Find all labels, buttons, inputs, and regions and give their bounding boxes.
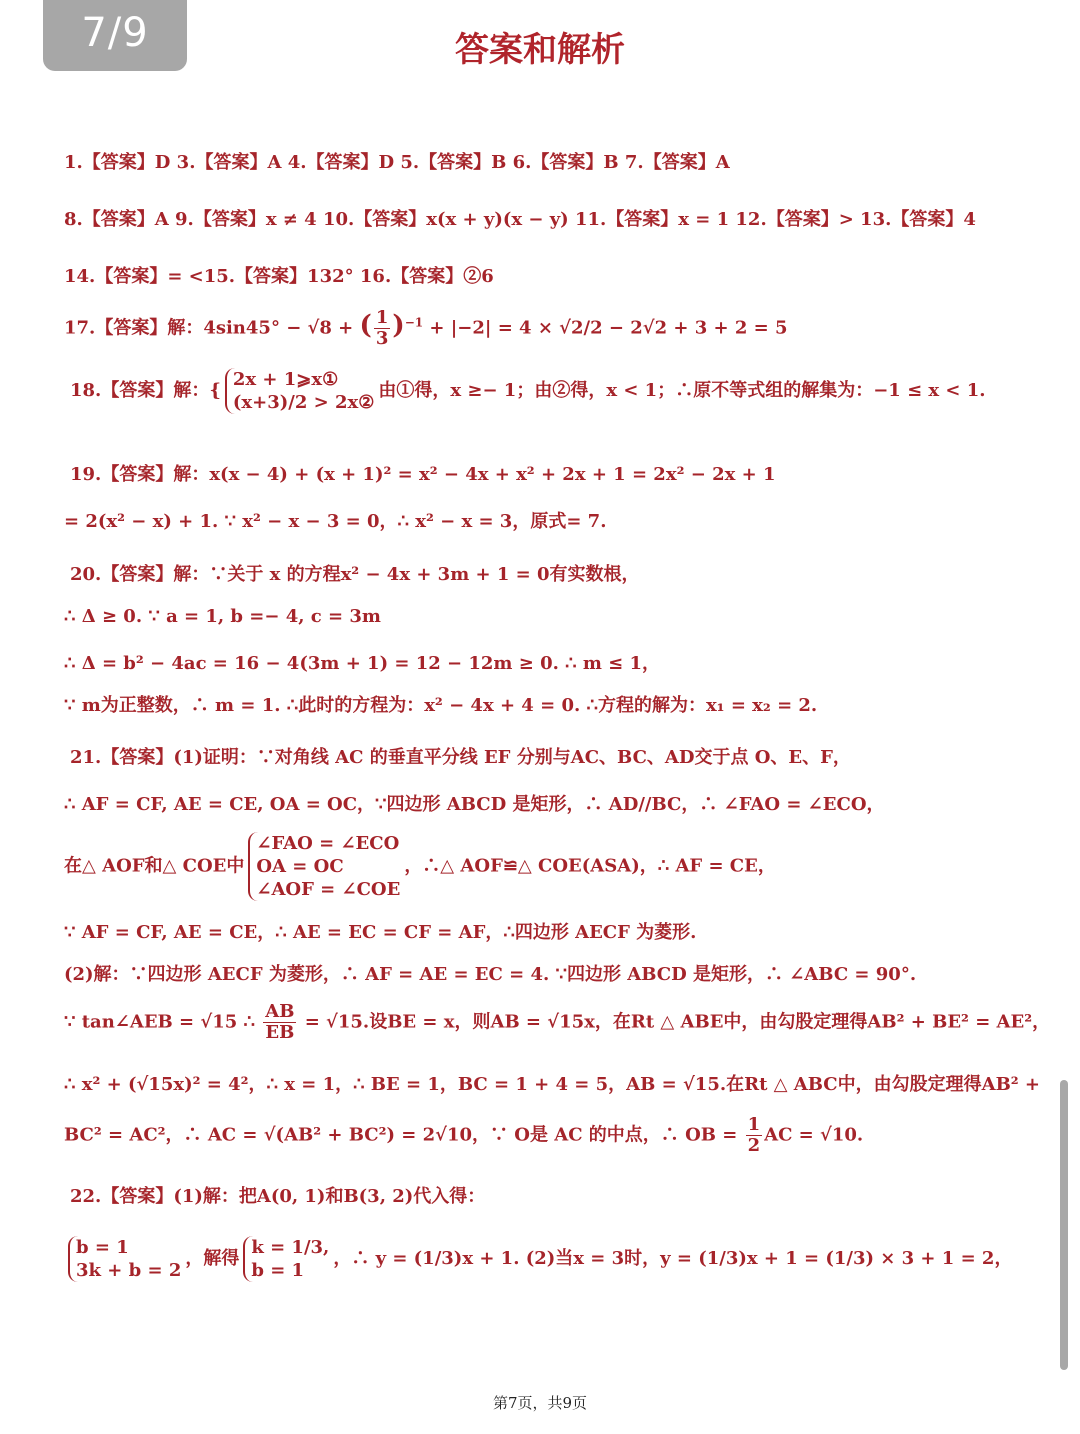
answer-17-fraction: $\frac{1}{3}$	[375, 307, 389, 349]
answer-21-triangle-prefix: 在△ AOF和△ COE中	[64, 855, 245, 877]
answer-18-system: 2x + 1⩾x① (x+3)/2 > 2x②	[225, 368, 374, 414]
answer-19-line-1: 19.【答案】解：x(x − 4) + (x + 1)² = x² − 4x + x² + 2x + 1 = 2x² − 2x + 1	[70, 464, 776, 485]
answer-18	[70, 368, 1040, 414]
document-title: 答案和解析	[455, 30, 625, 70]
page-footer: 第7页，共9页	[492, 1394, 588, 1412]
answer-21-line-2: ∴ AF = CF, AE = CE, OA = OC，∵四边形 ABCD 是矩形，∴ AD//BC，∴ ∠FAO = ∠ECO，	[64, 794, 885, 815]
answer-21-line-6	[64, 1001, 1051, 1043]
answer-21-tan-rest: = √15.设BE = x，则AB = √15x，在Rt △ ABE中，由勾股定理得AB² + BE² = AE²，	[298, 1011, 1051, 1033]
answer-21-half-fraction: $\frac{1}{2}$	[747, 1114, 761, 1156]
page-indicator-badge: 7/9	[43, 0, 187, 71]
answer-18-prefix: 18.【答案】解：{	[70, 380, 221, 401]
answer-17: 17.【答案】解：4sin45° − √8 + ( $\frac{1}{3}$ )$^{-1}$ + |−2| = 4 × √2/2 − 2√2 + 3 + 2 = 5	[64, 307, 788, 349]
answer-19-line-2: = 2(x² − x) + 1. ∵ x² − x − 3 = 0，∴ x² − x = 3，原式= 7.	[64, 511, 607, 532]
vertical-scrollbar[interactable]	[1060, 1080, 1068, 1370]
answer-20-line-3: ∴ Δ = b² − 4ac = 16 − 4(3m + 1) = 12 − 12m ≥ 0. ∴ m ≤ 1，	[64, 653, 661, 674]
answer-line-1-7: 1.【答案】D 3.【答案】A 4.【答案】D 5.【答案】B 6.【答案】B 7.【答案】A	[64, 152, 730, 173]
answer-21-ac-rest: AC = √10.	[764, 1124, 864, 1146]
answer-21-congruence-rest: ，∴△ AOF≌△ COE(ASA)，∴ AF = CE，	[404, 855, 776, 877]
answer-21-line-4: ∵ AF = CF, AE = CE，∴ AE = EC = CF = AF，∴四边形 AECF 为菱形.	[64, 922, 697, 943]
answer-22-line-1: 22.【答案】(1)解：把A(0, 1)和B(3, 2)代入得：	[70, 1186, 486, 1207]
answer-21-line-3	[64, 832, 1040, 901]
answer-20-line-1: 20.【答案】解：∵关于 x 的方程x² − 4x + 3m + 1 = 0有实数根，	[70, 564, 640, 585]
answer-21-tan-prefix: ∵ tan∠AEB = √15 ∴	[64, 1011, 262, 1033]
answer-21-line-8	[64, 1115, 1040, 1156]
answer-21-line-1: 21.【答案】(1)证明：∵对角线 AC 的垂直平分线 EF 分别与AC、BC、AD交于点 O、E、F，	[70, 747, 851, 768]
answer-21-line-7: ∴ x² + (√15x)² = 4²，∴ x = 1，∴ BE = 1，BC = 1 + 4 = 5，AB = √15.在Rt △ ABC中，由勾股定理得AB² +	[64, 1074, 1041, 1095]
answer-22-solve-label: ，解得	[185, 1248, 240, 1269]
answer-17-prefix: 17.【答案】解：4sin45° − √8 +	[64, 317, 360, 339]
answer-line-14-16: 14.【答案】= <15.【答案】132° 16.【答案】②6	[64, 266, 494, 287]
answer-21-ac-prefix: BC² = AC²，∴ AC = √(AB² + BC²) = 2√10，∵ O是 AC 的中点，∴ OB =	[64, 1124, 744, 1146]
answer-20-line-4: ∵ m为正整数，∴ m = 1. ∴此时的方程为：x² − 4x + 4 = 0. ∴方程的解为：x₁ = x₂ = 2.	[64, 695, 818, 716]
answer-21-ab-eb-fraction: $\frac{AB}{EB}$	[265, 1001, 295, 1043]
answer-21-line-5: (2)解：∵四边形 AECF 为菱形，∴ AF = AE = EC = 4. ∵四边形 ABCD 是矩形，∴ ∠ABC = 90°.	[64, 964, 917, 985]
answer-22-line-2	[64, 1236, 1040, 1282]
answer-22-rest: ，∴ y = (1/3)x + 1. (2)当x = 3时，y = (1/3)x + 1 = (1/3) × 3 + 1 = 2，	[333, 1248, 1013, 1269]
answer-17-rest: + |−2| = 4 × √2/2 − 2√2 + 3 + 2 = 5	[423, 317, 788, 339]
answer-21-congruence-system: ∠FAO = ∠ECO OA = OC ∠AOF = ∠COE	[248, 832, 400, 901]
answer-22-equation-system: b = 1 3k + b = 2	[68, 1236, 181, 1282]
answer-20-line-2: ∴ Δ ≥ 0. ∵ a = 1, b =− 4, c = 3m	[64, 606, 381, 627]
answer-18-rest: 由①得，x ≥− 1；由②得，x < 1；∴原不等式组的解集为：−1 ≤ x < 1.	[378, 380, 986, 401]
answer-22-solution-system: k = 1/3, b = 1	[243, 1236, 329, 1282]
answer-line-8-13: 8.【答案】A 9.【答案】x ≠ 4 10.【答案】x(x + y)(x − y) 11.【答案】x = 1 12.【答案】> 13.【答案】4	[64, 209, 976, 230]
